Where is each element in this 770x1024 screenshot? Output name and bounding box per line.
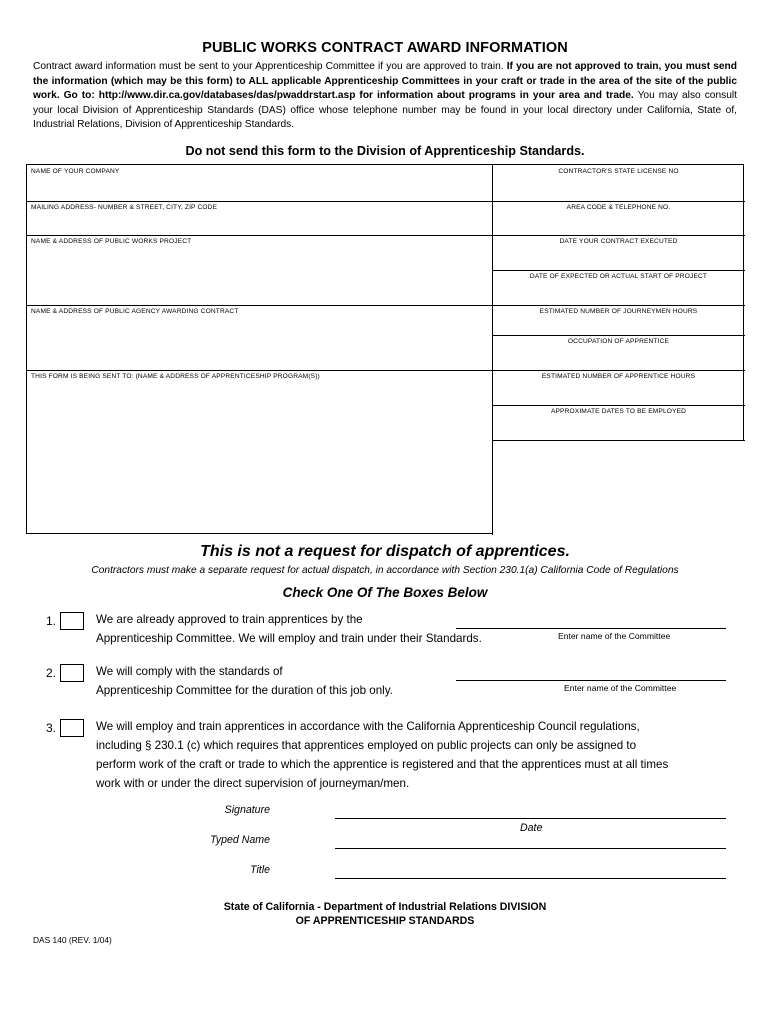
option-1-caption: Enter name of the Committee [558,630,671,641]
date-label: Date [520,821,543,834]
option-2-number: 2. [46,665,57,680]
option-2-caption: Enter name of the Committee [564,682,677,693]
field-occupation[interactable] [492,335,745,370]
checkbox-options [0,610,770,800]
option-3-checkbox[interactable] [60,719,84,737]
option-2 [0,662,770,717]
option-1 [0,610,770,662]
field-project-start-date[interactable] [492,270,745,305]
option-2-text [96,662,770,700]
field-awarding-agency[interactable] [27,305,492,370]
title-input-line[interactable] [335,878,726,879]
option-3 [0,717,770,797]
option-1-blank-line[interactable] [456,628,726,629]
intro-paragraph [33,60,737,133]
field-sent-to-programs[interactable] [27,370,492,534]
option-1-text [96,610,770,648]
contract-info-table [26,164,744,534]
not-a-request-heading: This is not a request for dispatch of apprentices. [200,542,570,560]
field-mailing-address[interactable] [27,201,492,235]
option-1-checkbox[interactable] [60,612,84,630]
title-label: Title [250,863,270,876]
option-3-line2: including § 230.1 (c) which requires that apprentices employed on public projects can only be assigned to [96,738,637,752]
field-label: ESTIMATED NUMBER OF JOURNEYMEN HOURS [539,307,698,315]
field-project-address[interactable] [27,235,492,305]
do-not-send-notice: Do not send this form to the Division of Apprenticeship Standards. [185,143,585,158]
field-apprentice-hours[interactable] [492,370,745,405]
field-label: ESTIMATED NUMBER OF APPRENTICE HOURS [541,372,696,380]
intro-text-part1: Contract award information must be sent to your Apprenticeship Committee if you are approved to train. [33,61,507,72]
field-telephone[interactable] [492,201,745,235]
option-3-number: 3. [46,720,57,735]
footer-line-2: OF APPRENTICESHIP STANDARDS [295,914,475,927]
signature-block [0,800,770,896]
field-label: NAME & ADDRESS OF PUBLIC WORKS PROJECT [31,237,192,245]
option-1-number: 1. [46,613,57,628]
typed-name-input-line[interactable] [335,848,726,849]
field-label: MAILING ADDRESS- NUMBER & STREET, CITY, ZIP CODE [31,203,218,211]
field-label: DATE OF EXPECTED OR ACTUAL START OF PROJECT [529,272,708,280]
option-1-line2: Apprenticeship Committee. We will employ and train under their Standards. [96,631,482,645]
field-label: OCCUPATION OF APPRENTICE [567,337,670,345]
option-3-text [96,717,770,793]
typed-name-label: Typed Name [210,833,270,846]
field-company-name[interactable] [27,165,492,201]
table-empty-region [493,441,745,534]
option-2-line1: We will comply with the standards of [96,664,283,678]
table-left-column-right-edge [492,441,493,535]
field-contract-executed-date[interactable] [492,235,745,270]
option-3-line1: We will employ and train apprentices in accordance with the California Apprenticeship Council regulations, [96,719,640,733]
intro-text-bold: If you are not approved to train, you must send the information (which may be this form) to ALL applicable Apprenticeship Committees in your craft or trade in the area of the site of the public work. Go to: http://www.dir.ca.gov/databases/das/pwaddrstart.asp for information about programs in your area and trade. [33,61,737,102]
footer [0,900,770,928]
form-number: DAS 140 (REV. 1/04) [33,935,112,945]
footer-line-1: State of California - Department of Industrial Relations DIVISION [223,900,547,913]
option-2-blank-line[interactable] [456,680,726,681]
field-license-no[interactable] [492,165,745,201]
option-3-line4: work with or under the direct supervision of journeyman/men. [96,776,410,790]
table-bottom-mask [493,534,745,535]
option-2-line2: Apprenticeship Committee for the duration of this job only. [96,683,393,697]
field-dates-employed[interactable] [492,405,745,440]
field-label: AREA CODE & TELEPHONE NO. [566,203,671,211]
check-one-heading: Check One Of The Boxes Below [282,584,488,600]
field-journeymen-hours[interactable] [492,305,745,335]
field-label: DATE YOUR CONTRACT EXECUTED [559,237,678,245]
signature-label: Signature [224,803,270,816]
field-label: NAME OF YOUR COMPANY [31,167,120,175]
field-label: CONTRACTOR'S STATE LICENSE NO [558,167,679,175]
field-label: APPROXIMATE DATES TO BE EMPLOYED [550,407,687,415]
field-label: NAME & ADDRESS OF PUBLIC AGENCY AWARDING CONTRACT [31,307,239,315]
option-1-line1: We are already approved to train apprentices by the [96,612,363,626]
option-2-checkbox[interactable] [60,664,84,682]
signature-input-line[interactable] [335,818,726,819]
page-title: PUBLIC WORKS CONTRACT AWARD INFORMATION [202,40,568,56]
intro-text-part2: You may also consult your local Division of Apprenticeship Standards (DAS) office whose telephone number may be found in your local directory under California, State of, Industrial Relations, Division of Apprenticeship Standards. [33,90,737,131]
separate-request-note: Contractors must make a separate request for actual dispatch, in accordance with Section 230.1(a) California Code of Regulations [91,564,679,576]
field-label: THIS FORM IS BEING SENT TO: (NAME & ADDRESS OF APPRENTICESHIP PROGRAM(S)) [31,372,320,380]
option-3-line3: perform work of the craft or trade to which the apprentice is registered and that the apprentices must at all times [96,757,669,771]
